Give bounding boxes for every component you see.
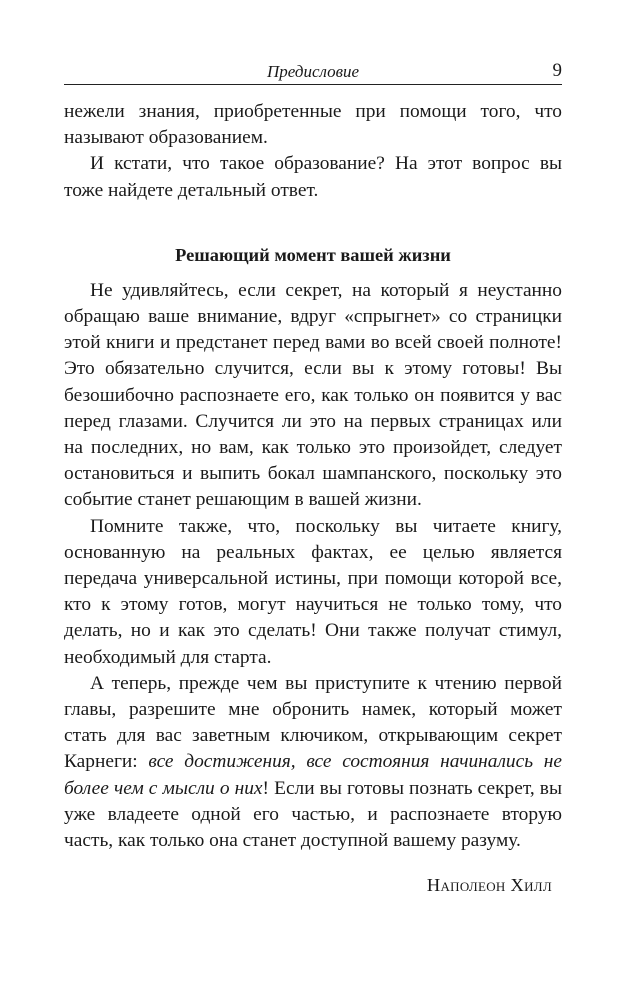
paragraph: Не удивляйтесь, если секрет, на который я неустанно обращаю ваше внимание, вдруг «спрыгнет» со страницки этой книги и предстанет перед вами во всей своей полноте! Это обязательно случится, если вы к этому готовы! Вы безошибочно распознаете его, как только он появится у вас перед глазами. Случится ли это на первых страницах или на последних, но вам, как только это произойдет, следует остановиться и выпить бокал шампанского, поскольку это событие станет решающим в вашей жизни. (64, 279, 562, 511)
paragraph-text-start: А теперь, прежде чем вы приступите к чтению первой главы, разрешите мне обронить намек, который может стать для вас заветным ключиком, открывающим секрет Карнеги: (64, 672, 562, 773)
paragraph-with-emphasis (64, 671, 562, 854)
paragraph-continuation: нежели знания, приобретенные при помощи того, что называют образованием. (64, 101, 562, 149)
paragraph-text-end: ! Если вы готовы познать секрет, вы уже владеете одной его частью, и распознаете вторую часть, как только она станет доступной вашему разуму. (64, 777, 562, 852)
italic-emphasis: все достижения, все состояния начинались не более чем с мысли о них (64, 751, 563, 799)
paragraph: Помните также, что, поскольку вы читаете книгу, основанную на реальных фактах, ее целью является передача универсальной истины, при помощи которой все, кто к этому готов, могут научиться не только тому, что делать, но и как это сделать! Они также получат стимул, необходимый для старта. (64, 515, 562, 668)
running-header (64, 58, 562, 85)
page-number: 9 (552, 60, 562, 81)
book-page (64, 58, 562, 898)
section-heading: Решающий момент вашей жизни (175, 244, 451, 265)
author-signature: Наполеон Хилл (426, 875, 552, 896)
paragraph: И кстати, что такое образование? На этот вопрос вы тоже найдете детальный ответ. (64, 153, 562, 201)
body-text (64, 99, 562, 898)
running-title: Предисловие (266, 62, 360, 81)
